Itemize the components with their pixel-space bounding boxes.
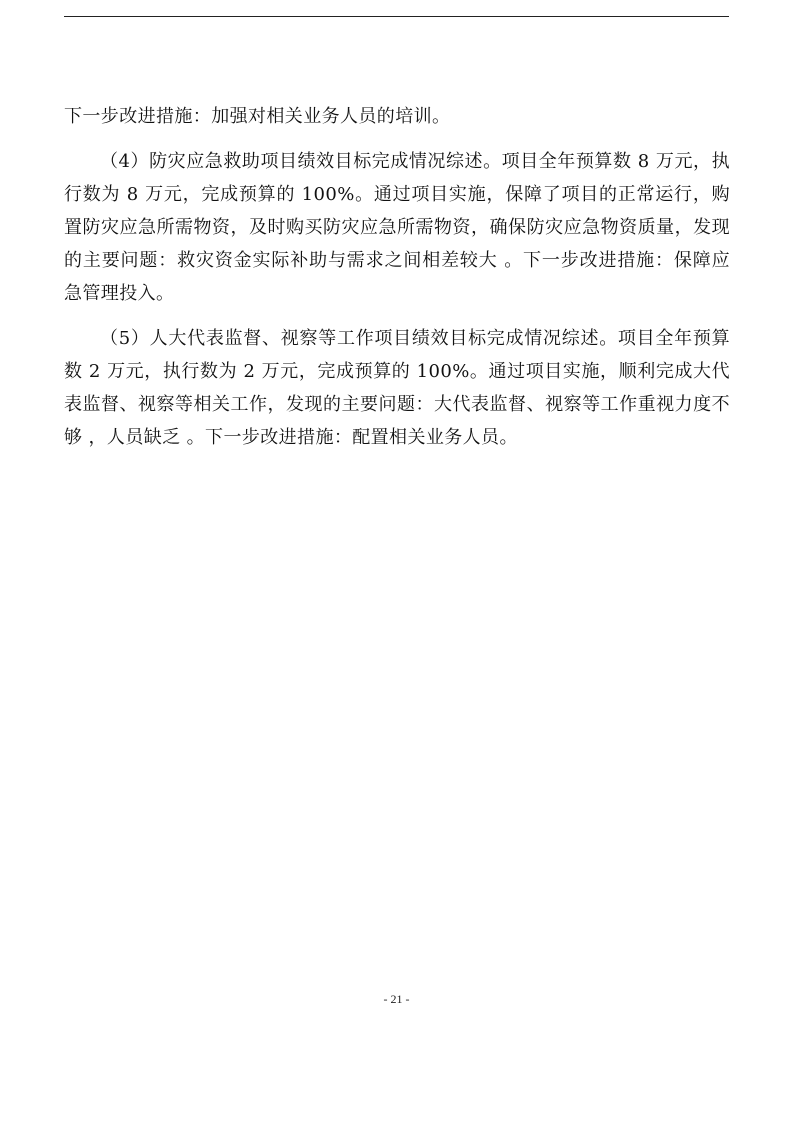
page-number: - 21 - — [383, 992, 410, 1006]
paragraph-improvement-training: 下一步改进措施：加强对相关业务人员的培训。 — [64, 106, 451, 127]
header-rule — [64, 16, 729, 17]
paragraph-disaster-relief-project: （4）防灾应急救助项目绩效目标完成情况综述。项目全年预算数 8 万元，执行数为 8 万元，完成预算的 100%。通过项目实施，保障了项目的正常运行，购置防灾应急所需物资，及时购买防灾应急所需物资，确保防灾应急物资质量，发现的主要问题：救灾资金实际补助与需求之间相差较大 。下一步改进措施：保障应急管理投入。 — [64, 151, 730, 304]
paragraph-npc-supervision-project: （5）人大代表监督、视察等工作项目绩效目标完成情况综述。项目全年预算数 2 万元，执行数为 2 万元，完成预算的 100%。通过项目实施，顺利完成大代表监督、视察等相关工作，发现的主要问题：大代表监督、视察等工作重视力度不够 ，人员缺乏 。下一步改进措施：配置相关业务人员。 — [64, 328, 730, 448]
document-body — [64, 100, 730, 466]
